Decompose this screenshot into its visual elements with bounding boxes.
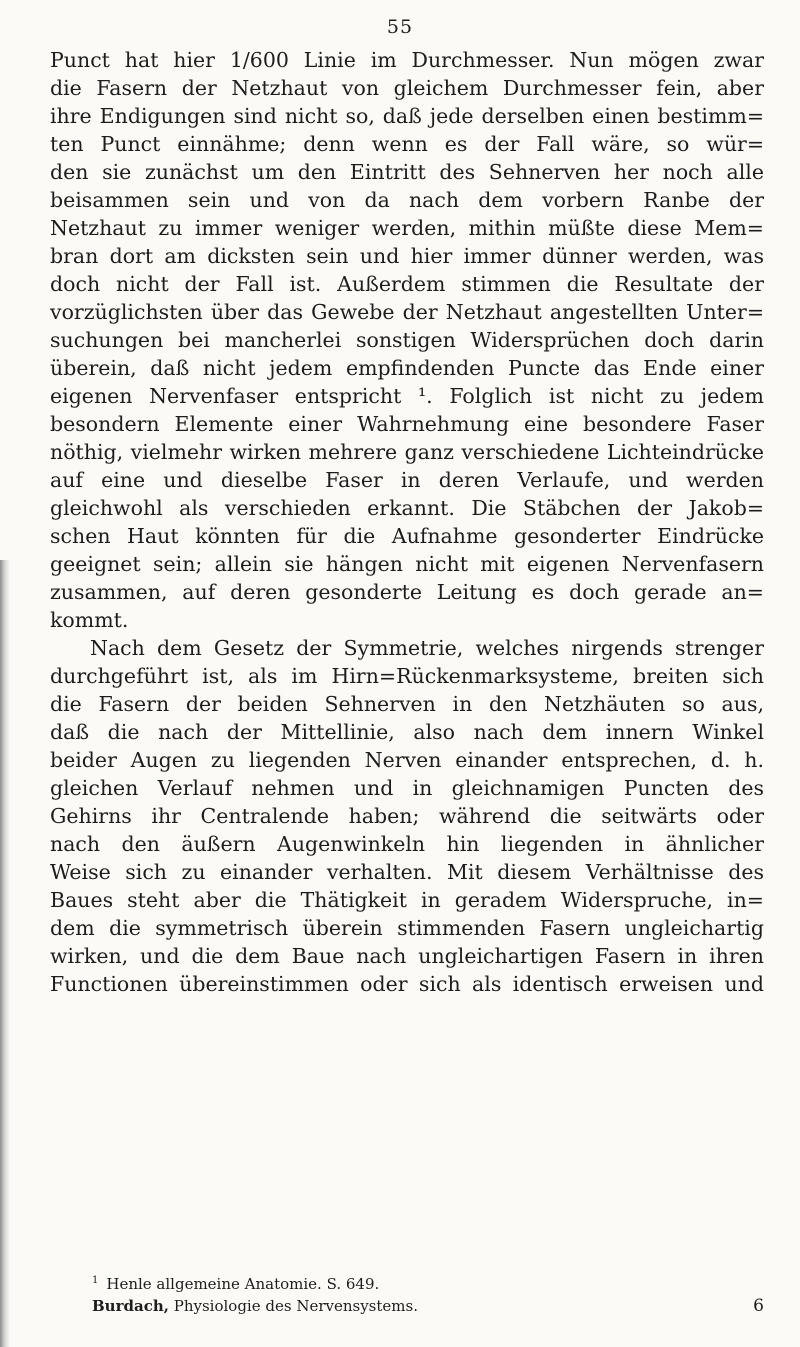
body-text <box>50 46 764 998</box>
text-line: Punct hat hier 1/600 Linie im Durchmesser. Nun mögen zwar <box>50 48 764 72</box>
text-line: Netzhaut zu immer weniger werden, mithin müßte diese Mem= <box>50 216 764 240</box>
footnote-mark: 1 <box>92 1275 99 1286</box>
text-line: die Fasern der beiden Sehnerven in den Netzhäuten so aus, <box>50 692 764 716</box>
footnote-text: Physiologie des Nervensystems. <box>173 1297 418 1315</box>
text-line: doch nicht der Fall ist. Außerdem stimmen die Resultate der <box>50 272 764 296</box>
text-line: nöthig, vielmehr wirken mehrere ganz verschiedene Lichteindrücke <box>50 440 764 464</box>
text-line: beisammen sein und von da nach dem vorbern Ranbe der <box>50 188 764 212</box>
text-line: auf eine und dieselbe Faser in deren Verlaufe, und werden <box>50 468 764 492</box>
text-line: schen Haut könnten für die Aufnahme gesonderter Eindrücke <box>50 524 764 548</box>
text-line: beider Augen zu liegenden Nerven einander entsprechen, d. h. <box>50 748 764 772</box>
text-line: zusammen, auf deren gesonderte Leitung es doch gerade an= <box>50 580 764 604</box>
footnote-author: Burdach, <box>92 1297 169 1315</box>
text-line: dem die symmetrisch überein stimmenden Fasern ungleichartig <box>50 916 764 940</box>
text-line: daß die nach der Mittellinie, also nach dem innern Winkel <box>50 720 764 744</box>
text-line: durchgeführt ist, als im Hirn=Rückenmarksysteme, breiten sich <box>50 664 764 688</box>
text-line: wirken, und die dem Baue nach ungleichartigen Fasern in ihren <box>50 944 764 968</box>
footnote-2 <box>92 1295 764 1317</box>
text-line: den sie zunächst um den Eintritt des Sehnerven her noch alle <box>50 160 764 184</box>
footnote-text: Henle allgemeine Anatomie. S. 649. <box>106 1275 380 1293</box>
text-line: Weise sich zu einander verhalten. Mit diesem Verhältnisse des <box>50 860 764 884</box>
text-line: vorzüglichsten über das Gewebe der Netzhaut angestellten Unter= <box>50 300 764 324</box>
text-line: bran dort am dicksten sein und hier immer dünner werden, was <box>50 244 764 268</box>
footnotes <box>92 1270 764 1317</box>
text-line: ten Punct einnähme; denn wenn es der Fall wäre, so wür= <box>50 132 764 156</box>
text-line: geeignet sein; allein sie hängen nicht mit eigenen Nervenfasern <box>50 552 764 576</box>
text-line: Gehirns ihr Centralende haben; während die seitwärts oder <box>50 804 764 828</box>
text-line: gleichen Verlauf nehmen und in gleichnamigen Puncten des <box>50 776 764 800</box>
text-line: die Fasern der Netzhaut von gleichem Durchmesser fein, aber <box>50 76 764 100</box>
binding-shadow <box>0 560 10 1347</box>
text-line: überein, daß nicht jedem empfindenden Puncte das Ende einer <box>50 356 764 380</box>
text-line: nach den äußern Augenwinkeln hin liegenden in ähnlicher <box>50 832 764 856</box>
text-line: Functionen übereinstimmen oder sich als identisch erweisen und <box>50 972 764 996</box>
text-line: ihre Endigungen sind nicht so, daß jede derselben einen bestimm= <box>50 104 764 128</box>
footnote-1 <box>92 1270 764 1295</box>
page-number: 55 <box>386 16 414 38</box>
text-line: Baues steht aber die Thätigkeit in geradem Widerspruche, in= <box>50 888 764 912</box>
signature-mark: 6 <box>753 1296 764 1316</box>
text-line: kommt. <box>50 608 129 632</box>
text-line: besondern Elemente einer Wahrnehmung eine besondere Faser <box>50 412 764 436</box>
text-line: gleichwohl als verschieden erkannt. Die Stäbchen der Jakob= <box>50 496 764 520</box>
text-line: suchungen bei mancherlei sonstigen Widersprüchen doch darin <box>50 328 764 352</box>
text-line: eigenen Nervenfaser entspricht ¹. Folglich ist nicht zu jedem <box>50 384 764 408</box>
text-line: Nach dem Gesetz der Symmetrie, welches nirgends strenger <box>90 636 764 660</box>
